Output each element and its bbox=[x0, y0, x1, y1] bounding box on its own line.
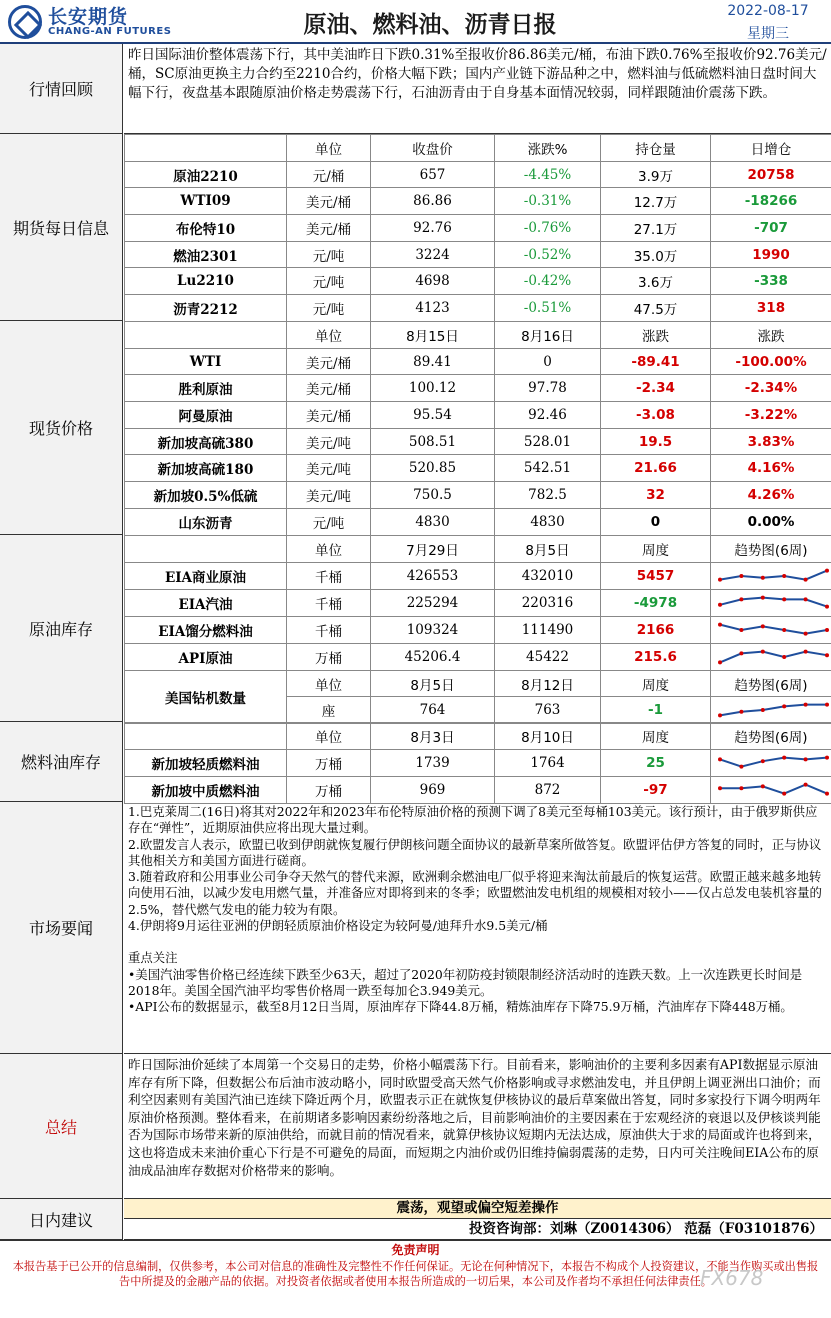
rig-trend-sparkline bbox=[713, 697, 831, 723]
spot-name: 阿曼原油 bbox=[125, 402, 287, 429]
header-cell: 周度 bbox=[601, 723, 711, 750]
price-day-1: 89.41 bbox=[371, 348, 495, 375]
price-change: -2.34 bbox=[601, 375, 711, 402]
advisors: 投资咨询部：刘琳（Z0014306） 范磊（F03101876） bbox=[124, 1219, 831, 1240]
brand-logo-icon bbox=[8, 5, 42, 39]
header-cell: 持仓量 bbox=[601, 135, 711, 162]
trend-point bbox=[782, 705, 786, 709]
price-day-2: 0 bbox=[495, 348, 601, 375]
table-row bbox=[125, 589, 831, 616]
trend-point bbox=[761, 624, 765, 628]
header-cell: 周度 bbox=[601, 670, 711, 697]
inventory-name: 新加坡中质燃料油 bbox=[125, 776, 287, 803]
trend-point bbox=[825, 628, 829, 632]
brand-name: 长安期货 bbox=[48, 6, 129, 28]
trend-point bbox=[761, 784, 765, 788]
unit-cell: 美元/桶 bbox=[287, 348, 371, 375]
inventory-name: 新加坡轻质燃料油 bbox=[125, 749, 287, 776]
trend-point bbox=[718, 714, 722, 718]
trend-line bbox=[720, 624, 827, 633]
market-review-text: 昨日国际油价整体震荡下行，其中美油昨日下跌0.31%至报收价86.86美元/桶，布油下跌0.76%至报收价92.76美元/桶，SC原油更换主力合约至2210合约，价格大幅下跌；国内产业链下游品种之中，燃料油与低硫燃料油日盘时间大幅下行，夜盘基本跟随原油价格走势震荡下行，石油沥青由于自身基本面情况较弱，同样跟随油价震荡下跌。 bbox=[124, 44, 831, 134]
trend-point bbox=[782, 755, 786, 759]
price-day-2: 92.46 bbox=[495, 402, 601, 429]
unit-cell: 千桶 bbox=[287, 562, 371, 589]
price-change: 19.5 bbox=[601, 428, 711, 455]
unit-cell: 元/吨 bbox=[287, 268, 371, 295]
trend-point bbox=[739, 628, 743, 632]
price-change: 0 bbox=[601, 508, 711, 535]
news-item-4: 4.伊朗将9月运往亚洲的伊朗轻质原油价格设定为较阿曼/迪拜升水9.5美元/桶 bbox=[128, 918, 548, 934]
header-cell: 8月3日 bbox=[371, 723, 495, 750]
table-row bbox=[125, 268, 831, 295]
header-cell: 单位 bbox=[287, 135, 371, 162]
unit-cell: 元/吨 bbox=[287, 241, 371, 268]
news-item-3: 3.随着政府和公用事业公司争夺天然气的替代来源，欧洲剩余燃油电厂似乎将迎来淘汰前最后的恢复运营。欧盟正越来越多地转向使用石油，以减少发电用燃气量，并准备应对即将到来的冬季；欧盟燃油发电机组的规模相对较小——仅占总发电装机容量的2.5%，替代燃气发电的能力较为有限。 bbox=[128, 869, 822, 917]
spot-name: 新加坡高硫180 bbox=[125, 455, 287, 482]
section-label-crude-inventory: 原油库存 bbox=[0, 535, 123, 722]
unit-cell: 元/吨 bbox=[287, 295, 371, 322]
table-row bbox=[125, 749, 831, 776]
header-cell: 8月5日 bbox=[495, 536, 601, 563]
spot-name: 新加坡高硫380 bbox=[125, 428, 287, 455]
weekly-change: -97 bbox=[601, 776, 711, 803]
oi-change: -707 bbox=[711, 215, 831, 242]
trend-point bbox=[761, 759, 765, 763]
spot-name: 山东沥青 bbox=[125, 508, 287, 535]
header-cell: 7月29日 bbox=[371, 536, 495, 563]
header-cell: 单位 bbox=[287, 723, 371, 750]
section-label-news: 市场要闻 bbox=[0, 802, 123, 1054]
trend-cell bbox=[711, 562, 831, 589]
price-day-1: 95.54 bbox=[371, 402, 495, 429]
header-cell: 趋势图(6周) bbox=[711, 670, 831, 697]
trend-sparkline bbox=[713, 777, 831, 803]
trend-point bbox=[825, 568, 829, 572]
open-interest: 3.9万 bbox=[601, 161, 711, 188]
trend-line bbox=[720, 570, 827, 579]
section-label-market-review: 行情回顾 bbox=[0, 44, 123, 134]
header-cell: 单位 bbox=[287, 536, 371, 563]
header-cell: 日增仓 bbox=[711, 135, 831, 162]
open-interest: 47.5万 bbox=[601, 295, 711, 322]
close-price: 92.76 bbox=[371, 215, 495, 242]
header-cell: 涨跌 bbox=[601, 322, 711, 349]
unit-cell: 美元/桶 bbox=[287, 215, 371, 242]
inventory-value-1: 1739 bbox=[371, 749, 495, 776]
trend-point bbox=[825, 703, 829, 707]
fuel-inventory-table bbox=[124, 722, 831, 804]
rig-value-1: 764 bbox=[371, 697, 495, 724]
table-row bbox=[125, 348, 831, 375]
trend-point bbox=[782, 628, 786, 632]
price-day-2: 4830 bbox=[495, 508, 601, 535]
price-change: -3.08 bbox=[601, 402, 711, 429]
rig-unit: 座 bbox=[287, 697, 371, 724]
inventory-name: EIA馏分燃料油 bbox=[125, 616, 287, 643]
inventory-value-1: 225294 bbox=[371, 589, 495, 616]
section-label-futures: 期货每日信息 bbox=[0, 134, 123, 321]
header-cell bbox=[125, 723, 287, 750]
price-day-1: 750.5 bbox=[371, 482, 495, 509]
close-price: 3224 bbox=[371, 241, 495, 268]
change-pct: -0.31% bbox=[495, 188, 601, 215]
header-cell: 8月15日 bbox=[371, 322, 495, 349]
price-day-1: 100.12 bbox=[371, 375, 495, 402]
crude-inventory-table bbox=[124, 535, 831, 724]
oi-change: 318 bbox=[711, 295, 831, 322]
price-change: 32 bbox=[601, 482, 711, 509]
inventory-name: EIA汽油 bbox=[125, 589, 287, 616]
table-row bbox=[125, 188, 831, 215]
open-interest: 12.7万 bbox=[601, 188, 711, 215]
weekly-change: 2166 bbox=[601, 616, 711, 643]
oi-change: -18266 bbox=[711, 188, 831, 215]
price-day-2: 97.78 bbox=[495, 375, 601, 402]
contract-name: 布伦特10 bbox=[125, 215, 287, 242]
table-row bbox=[125, 215, 831, 242]
table-row bbox=[125, 508, 831, 535]
header-cell: 收盘价 bbox=[371, 135, 495, 162]
news-item-1: 1.巴克莱周二(16日)将其对2022年和2023年布伦特原油价格的预测下调了8美元至每桶103美元。该行预计，由于俄罗斯供应存在“弹性”，近期原油供应将出现大量过剩。 bbox=[128, 804, 818, 836]
oi-change: -338 bbox=[711, 268, 831, 295]
trend-point bbox=[761, 649, 765, 653]
table-row bbox=[125, 161, 831, 188]
trend-point bbox=[804, 649, 808, 653]
spot-table bbox=[124, 321, 831, 536]
close-price: 4698 bbox=[371, 268, 495, 295]
table-row bbox=[125, 482, 831, 509]
contract-name: 原油2210 bbox=[125, 161, 287, 188]
contract-name: 燃油2301 bbox=[125, 241, 287, 268]
trend-point bbox=[718, 660, 722, 664]
unit-cell: 美元/桶 bbox=[287, 375, 371, 402]
trend-point bbox=[739, 764, 743, 768]
brand-name-en: CHANG-AN FUTURES bbox=[48, 26, 172, 37]
rig-trend-cell bbox=[711, 697, 831, 724]
price-day-1: 520.85 bbox=[371, 455, 495, 482]
section-label-fuel-inventory: 燃料油库存 bbox=[0, 722, 123, 802]
open-interest: 3.6万 bbox=[601, 268, 711, 295]
open-interest: 35.0万 bbox=[601, 241, 711, 268]
inventory-value-1: 45206.4 bbox=[371, 643, 495, 670]
trend-point bbox=[825, 653, 829, 657]
header-cell bbox=[125, 135, 287, 162]
header-cell: 8月12日 bbox=[495, 670, 601, 697]
rig-value-2: 763 bbox=[495, 697, 601, 724]
trend-point bbox=[804, 597, 808, 601]
trend-cell bbox=[711, 749, 831, 776]
header-cell: 周度 bbox=[601, 536, 711, 563]
trend-sparkline bbox=[713, 563, 831, 589]
inventory-value-2: 111490 bbox=[495, 616, 601, 643]
weekly-change: 25 bbox=[601, 749, 711, 776]
header-cell: 8月10日 bbox=[495, 723, 601, 750]
table-row bbox=[125, 428, 831, 455]
trend-cell bbox=[711, 589, 831, 616]
close-price: 86.86 bbox=[371, 188, 495, 215]
trend-point bbox=[718, 757, 722, 761]
weekly-change: -4978 bbox=[601, 589, 711, 616]
price-change-pct: 4.26% bbox=[711, 482, 831, 509]
trend-point bbox=[782, 655, 786, 659]
weekly-change: 5457 bbox=[601, 562, 711, 589]
focus-title: 重点关注 bbox=[128, 950, 178, 966]
price-day-2: 528.01 bbox=[495, 428, 601, 455]
table-row bbox=[125, 241, 831, 268]
focus-item-1: •美国汽油零售价格已经连续下跌至少63天，超过了2020年初防疫封锁限制经济活动时的连跌天数。上一次连跌更长时间是2018年。美国全国汽油平均零售价格周一跌至每加仑3.949美元。 bbox=[128, 966, 803, 998]
table-row bbox=[125, 643, 831, 670]
trend-point bbox=[825, 755, 829, 759]
price-change-pct: 0.00% bbox=[711, 508, 831, 535]
news-item-2: 2.欧盟发言人表示，欧盟已收到伊朗就恢复履行伊朗核问题全面协议的最新草案所做答复。欧盟评估伊方答复的同时，正与协议其他相关方和美国方面进行磋商。 bbox=[128, 836, 822, 868]
trend-line bbox=[720, 651, 827, 662]
oi-change: 20758 bbox=[711, 161, 831, 188]
table-row bbox=[125, 616, 831, 643]
rig-count-label: 美国钻机数量 bbox=[125, 670, 287, 724]
report-date: 2022-08-17 bbox=[727, 3, 809, 19]
change-pct: -0.51% bbox=[495, 295, 601, 322]
header-cell bbox=[125, 536, 287, 563]
trend-line bbox=[720, 705, 827, 716]
header-cell: 趋势图(6周) bbox=[711, 723, 831, 750]
close-price: 657 bbox=[371, 161, 495, 188]
inventory-value-2: 432010 bbox=[495, 562, 601, 589]
table-row bbox=[125, 295, 831, 322]
unit-cell: 美元/吨 bbox=[287, 482, 371, 509]
trend-point bbox=[804, 577, 808, 581]
price-day-2: 782.5 bbox=[495, 482, 601, 509]
trend-point bbox=[761, 708, 765, 712]
header-cell: 单位 bbox=[287, 322, 371, 349]
trend-point bbox=[739, 651, 743, 655]
price-day-1: 508.51 bbox=[371, 428, 495, 455]
inventory-value-2: 1764 bbox=[495, 749, 601, 776]
trend-point bbox=[739, 786, 743, 790]
spot-name: 新加坡0.5%低硫 bbox=[125, 482, 287, 509]
trend-point bbox=[782, 597, 786, 601]
trend-point bbox=[782, 574, 786, 578]
unit-cell: 元/吨 bbox=[287, 508, 371, 535]
inventory-value-2: 45422 bbox=[495, 643, 601, 670]
trend-point bbox=[718, 622, 722, 626]
inventory-value-1: 969 bbox=[371, 776, 495, 803]
inventory-name: API原油 bbox=[125, 643, 287, 670]
table-row bbox=[125, 375, 831, 402]
crude-header-row bbox=[125, 536, 831, 563]
unit-cell: 元/桶 bbox=[287, 161, 371, 188]
change-pct: -0.76% bbox=[495, 215, 601, 242]
inventory-value-2: 872 bbox=[495, 776, 601, 803]
table-row bbox=[125, 455, 831, 482]
price-change-pct: -3.22% bbox=[711, 402, 831, 429]
spot-name: WTI bbox=[125, 348, 287, 375]
futures-header-row bbox=[125, 135, 831, 162]
change-pct: -0.52% bbox=[495, 241, 601, 268]
price-change-pct: -2.34% bbox=[711, 375, 831, 402]
header-cell: 涨跌% bbox=[495, 135, 601, 162]
price-day-1: 4830 bbox=[371, 508, 495, 535]
unit-cell: 万桶 bbox=[287, 643, 371, 670]
trend-point bbox=[739, 597, 743, 601]
inventory-value-1: 109324 bbox=[371, 616, 495, 643]
trend-line bbox=[720, 597, 827, 606]
table-row bbox=[125, 402, 831, 429]
inventory-name: EIA商业原油 bbox=[125, 562, 287, 589]
change-pct: -0.42% bbox=[495, 268, 601, 295]
header-cell: 涨跌 bbox=[711, 322, 831, 349]
trend-point bbox=[782, 791, 786, 795]
inventory-value-2: 220316 bbox=[495, 589, 601, 616]
trend-point bbox=[804, 782, 808, 786]
price-change-pct: 4.16% bbox=[711, 455, 831, 482]
trend-point bbox=[804, 631, 808, 635]
focus-item-2: •API公布的数据显示，截至8月12日当周，原油库存下降44.8万桶，精炼油库存下降75.9万桶，汽油库存下降448万桶。 bbox=[128, 999, 793, 1015]
price-change-pct: -100.00% bbox=[711, 348, 831, 375]
trend-point bbox=[761, 595, 765, 599]
trend-cell bbox=[711, 643, 831, 670]
trend-line bbox=[720, 757, 827, 766]
summary-text: 昨日国际油价延续了本周第一个交易日的走势，价格小幅震荡下行。目前看来，影响油价的主要利多因素有API数据显示原油库存有所下降，但数据公布后油市波动略小，同时欧盟受高天然气价格影响或寻求燃油发电，并且伊朗上调亚洲出口油价；而利空因素则有美国汽油已连续下降近两个月，欧盟表示正在就恢复伊核协议的最后草案做出答复，同时多家投行下调今明两年原油价格预测。整体看来，在前期诸多影响因素纷纷落地之后，目前影响油价的主要因素在于宏观经济的衰退以及伊核谈判能否为国际市场带来新的原油供给，而就目前的情况看来，就算伊核协议短期内无法达成，原油供大于求的局面或许也将到来，这也将造成未来油价重心下行是不可避免的局面，而短期之内油价或仍旧维持偏弱震荡的走势，日内可关注晚间EIA公布的原油成品油库存数据对价格带来的影响。 bbox=[124, 1054, 831, 1199]
futures-table bbox=[124, 134, 831, 322]
disclaimer-title: 免责声明 bbox=[391, 1243, 440, 1257]
trend-sparkline bbox=[713, 750, 831, 776]
trend-point bbox=[825, 604, 829, 608]
contract-name: WTI09 bbox=[125, 188, 287, 215]
trend-point bbox=[804, 757, 808, 761]
trend-point bbox=[825, 791, 829, 795]
unit-cell: 万桶 bbox=[287, 749, 371, 776]
disclaimer-text: 本报告基于已公开的信息编制，仅供参考，本公司对信息的准确性及完整性不作任何保证。无论在何种情况下，本报告不构成个人投资建议，不能当作购买或出售报告中所提及的金融产品的依据。对投资者依据或者使用本报告所造成的一切后果，本公司及作者均不承担任何法律责任。 bbox=[12, 1259, 819, 1288]
trend-sparkline bbox=[713, 644, 831, 670]
change-pct: -4.45% bbox=[495, 161, 601, 188]
trend-cell bbox=[711, 616, 831, 643]
unit-cell: 美元/桶 bbox=[287, 188, 371, 215]
trend-point bbox=[804, 703, 808, 707]
trend-point bbox=[739, 710, 743, 714]
trend-point bbox=[739, 574, 743, 578]
open-interest: 27.1万 bbox=[601, 215, 711, 242]
trend-point bbox=[718, 602, 722, 606]
unit-cell: 千桶 bbox=[287, 616, 371, 643]
trend-point bbox=[718, 786, 722, 790]
table-row bbox=[125, 776, 831, 803]
unit-cell: 美元/吨 bbox=[287, 455, 371, 482]
oi-change: 1990 bbox=[711, 241, 831, 268]
price-day-2: 542.51 bbox=[495, 455, 601, 482]
price-change-pct: 3.83% bbox=[711, 428, 831, 455]
header-cell: 8月5日 bbox=[371, 670, 495, 697]
trend-point bbox=[718, 577, 722, 581]
watermark: FX678 bbox=[700, 1266, 764, 1290]
header-cell: 趋势图(6周) bbox=[711, 536, 831, 563]
fuel-header-row bbox=[125, 723, 831, 750]
price-change: 21.66 bbox=[601, 455, 711, 482]
table-row bbox=[125, 562, 831, 589]
section-label-spot: 现货价格 bbox=[0, 321, 123, 535]
contract-name: 沥青2212 bbox=[125, 295, 287, 322]
unit-cell: 美元/桶 bbox=[287, 402, 371, 429]
rig-header-row bbox=[125, 670, 831, 697]
trend-line bbox=[720, 784, 827, 793]
rig-weekly-change: -1 bbox=[601, 697, 711, 724]
contract-name: Lu2210 bbox=[125, 268, 287, 295]
trend-cell bbox=[711, 776, 831, 803]
section-label-summary: 总结 bbox=[0, 1054, 123, 1199]
news-block bbox=[124, 802, 831, 1054]
intraday-advice: 震荡，观望或偏空短差操作 bbox=[124, 1199, 831, 1219]
report-header bbox=[0, 0, 831, 44]
report-title: 原油、燃料油、沥青日报 bbox=[303, 12, 557, 38]
spot-name: 胜利原油 bbox=[125, 375, 287, 402]
header-cell: 单位 bbox=[287, 670, 371, 697]
inventory-value-1: 426553 bbox=[371, 562, 495, 589]
weekly-change: 215.6 bbox=[601, 643, 711, 670]
unit-cell: 千桶 bbox=[287, 589, 371, 616]
spot-header-row bbox=[125, 322, 831, 349]
header-cell: 8月16日 bbox=[495, 322, 601, 349]
header-cell bbox=[125, 322, 287, 349]
trend-sparkline bbox=[713, 617, 831, 643]
report-weekday: 星期三 bbox=[747, 26, 789, 42]
unit-cell: 万桶 bbox=[287, 776, 371, 803]
trend-point bbox=[761, 575, 765, 579]
unit-cell: 美元/吨 bbox=[287, 428, 371, 455]
close-price: 4123 bbox=[371, 295, 495, 322]
trend-sparkline bbox=[713, 590, 831, 616]
section-label-intraday: 日内建议 bbox=[0, 1199, 123, 1240]
price-change: -89.41 bbox=[601, 348, 711, 375]
